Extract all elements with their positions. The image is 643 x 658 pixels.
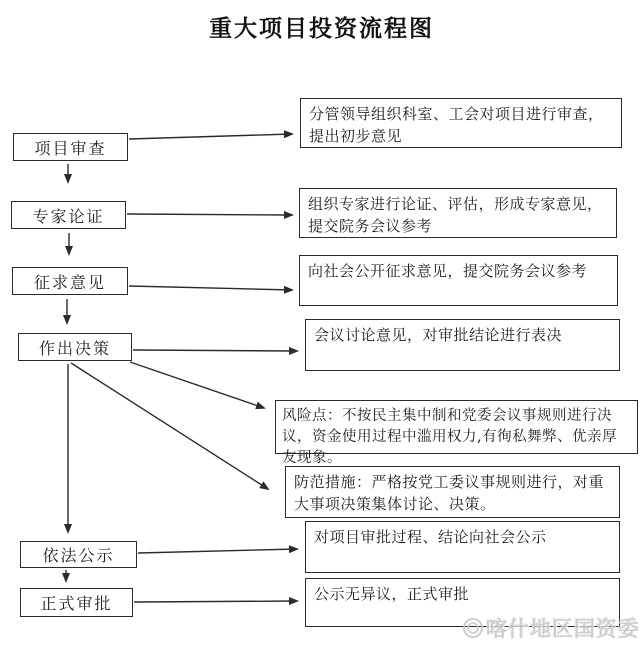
arrow-step1-desc1 bbox=[129, 134, 292, 139]
step-box-public-notice bbox=[20, 541, 137, 568]
step-label: 依法公示 bbox=[42, 546, 115, 565]
arrow-step3-desc3 bbox=[129, 286, 292, 290]
step-box-expert-evaluation bbox=[11, 201, 126, 229]
risk-note-box: 风险点：不按民主集中制和党委会议事规则进行决议，资金使用过程中滥用权力,有徇私舞弊、优亲厚友现象。 bbox=[275, 400, 638, 454]
arrow-step2-desc2 bbox=[127, 214, 292, 215]
step-label: 正式审批 bbox=[40, 594, 113, 613]
step-box-make-decision bbox=[18, 333, 132, 361]
step-label: 项目审查 bbox=[34, 138, 107, 158]
watermark-logo-icon bbox=[463, 618, 483, 638]
step-box-formal-approval bbox=[20, 588, 133, 617]
desc-box-project-review: 分管领导组织科室、工会对项目进行审查，提出初步意见 bbox=[300, 98, 622, 148]
desc-box-make-decision: 会议讨论意见，对审批结论进行表决 bbox=[305, 319, 620, 371]
arrow-step6-desc8 bbox=[134, 601, 297, 602]
desc-box-public-notice: 对项目审批过程、结论向社会公示 bbox=[305, 521, 620, 573]
watermark bbox=[463, 613, 640, 643]
arrow-decision-risk bbox=[130, 362, 264, 408]
desc-box-expert-evaluation: 组织专家进行论证、评估，形成专家意见，提交院务会议参考 bbox=[299, 188, 617, 238]
desc-box-solicit-opinions: 向社会公开征求意见，提交院务会议参考 bbox=[299, 255, 618, 306]
step-label: 作出决策 bbox=[38, 338, 111, 358]
arrow-step4-desc4 bbox=[133, 350, 297, 351]
arrow-step5-desc7 bbox=[138, 549, 297, 553]
watermark-text: 喀什地区国资委 bbox=[486, 616, 640, 641]
step-box-solicit-opinions bbox=[12, 267, 128, 295]
step-label: 专家论证 bbox=[32, 206, 105, 226]
arrow-decision-prevention bbox=[71, 363, 268, 489]
page-title: 重大项目投资流程图 bbox=[209, 15, 434, 42]
step-box-project-review bbox=[13, 133, 128, 161]
prevention-note-box: 防范措施：严格按党工委议事规则进行，对重大事项决策集体讨论、决策。 bbox=[285, 466, 620, 518]
step-label: 征求意见 bbox=[33, 272, 106, 292]
desc-box-formal-approval: 公示无异议，正式审批 bbox=[305, 578, 620, 627]
